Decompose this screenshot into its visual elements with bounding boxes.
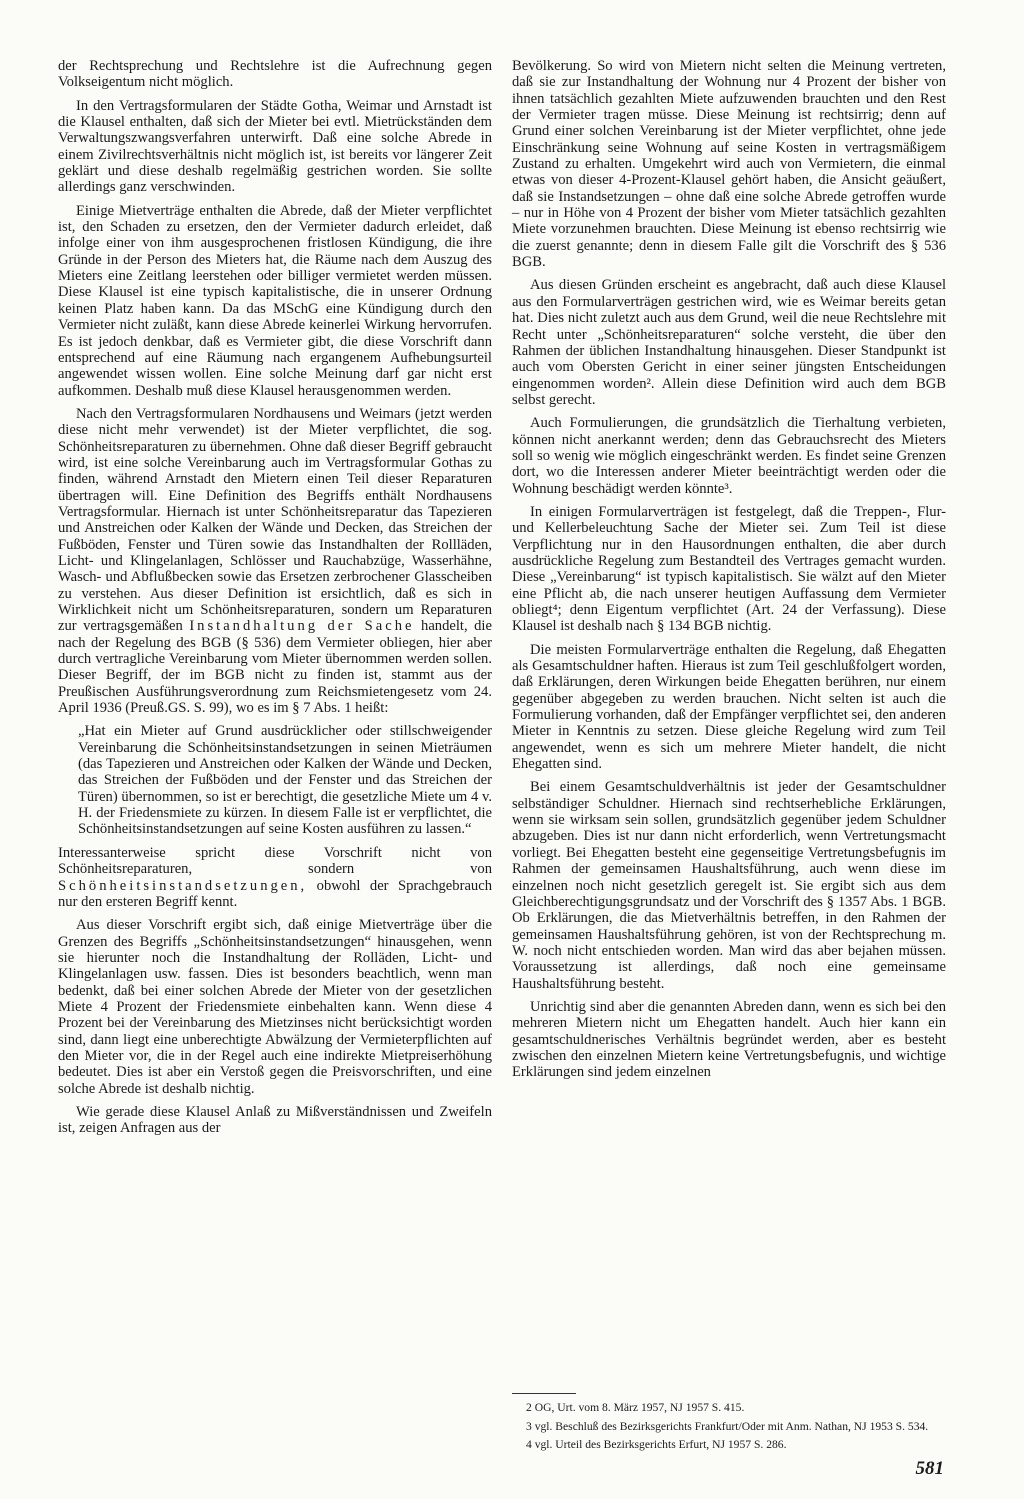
paragraph: Aus diesen Gründen erscheint es angebracht, daß auch diese Klausel aus den Formularverträgen gestrichen wird, wie es Weimar bereits getan hat. Dies nicht zuletzt auch aus dem Grund, weil die neue Rechtslehre mit Recht unter „Schönheitsreparaturen“ solche versteht, die über den Rahmen der üblichen Instandhaltung hinausgehen. Dieser Standpunkt ist auch vom Obersten Gericht in einer seiner jüngsten Entscheidungen eingenommen worden². Allein diese Definition wird auch dem BGB selbst gerecht. xyxy=(512,277,946,408)
paragraph-text: Nach den Vertragsformularen Nordhausens und Weimars (jetzt werden diese nicht mehr verwendet) ist der Mieter verpflichtet, die sog. Schönheitsreparaturen zu übernehmen. Ohne daß dieser Begriff gebraucht wird, ist eine solche Vereinbarung auch im Vertragsformular Gothas zu finden, während Arnstadt den Mietern einen Teil dieser Reparaturen übertragen will. Eine Definition des Begriffs enthält Nordhausens Vertragsformular. Hiernach ist unter Schönheitsreparatur das Tapezieren und Anstreichen oder Kalken der Wände und Decken, das Streichen der Fußböden, Fenster und Türen sowie das Instandhalten der Rollläden, Licht- und Klingelanlagen, Schlösser und Rauchabzüge, Wasserhähne, Wasch- und Abflußbecken sowie das Ersetzen zerbrochener Glasscheiben zu verstehen. Aus dieser Definition ist ersichtlich, daß es sich in Wirklichkeit nicht um Schönheitsreparaturen, sondern um Reparaturen zur vertragsgemäßen xyxy=(58,405,492,635)
spaced-term: Schönheitsinstandsetzungen, xyxy=(58,877,308,894)
paragraph-text: obwohl der Sprachgebrauch nur den ersteren Begriff kennt. xyxy=(58,877,492,910)
paragraph: Einige Mietverträge enthalten die Abrede, daß der Mieter verpflichtet ist, den Schaden zu ersetzen, den der Vermieter dadurch erleidet, daß infolge einer von ihm ausgesprochenen fristlosen Kündigung, die ihre Gründe in der Person des Mieters hat, die Räume nach dem Auszug des Mieters eine Zeitlang leerstehen oder billiger vermietet werden müssen. Diese Klausel ist eine typisch kapitalistische, die in unserer Ordnung keinen Platz haben kann. Da das MSchG eine Kündigung durch den Vermieter nicht zuläßt, kann diese Abrede keinerlei Wirkung hervorrufen. Es ist jedoch denkbar, daß es Vermieter gibt, die diese Vorschrift dann entsprechend auf eine Räumung nach ergangenem Aufhebungsurteil angewendet wissen wollen. Eine solche Meinung darf gar nicht erst aufkommen. Deshalb muß diese Klausel herausgenommen werden. xyxy=(58,202,492,399)
right-column xyxy=(512,58,946,1088)
paragraph: Unrichtig sind aber die genannten Abreden dann, wenn es sich bei den mehreren Mietern nicht um Ehegatten handelt. Auch hier kann ein gesamtschuldnerisches Verhältnis begründet werden, aber es besteht zwischen den einzelnen Mietern keine Vertretungsbefugnis, und wichtige Erklärungen sind jedem einzelnen xyxy=(512,998,946,1081)
paragraph: Wie gerade diese Klausel Anlaß zu Mißverständnissen und Zweifeln ist, zeigen Anfragen aus der xyxy=(58,1103,492,1137)
footnote-divider xyxy=(512,1393,576,1394)
paragraph: Die meisten Formularverträge enthalten die Regelung, daß Ehegatten als Gesamtschuldner haften. Hieraus ist zum Teil geschlußfolgert worden, daß Erklärungen, deren Wirkungen beide Ehegatten berühren, nur einem gegenüber abgegeben zu werden brauchen. Nicht selten ist auch die Formulierung vorhanden, daß der Empfänger verpflichtet sei, den anderen Mieter in Kenntnis zu setzen. Diese gleiche Regelung wird zum Teil angewendet, wenn es sich um mehrere Mieter handelt, die nicht Ehegatten sind. xyxy=(512,641,946,773)
paragraph xyxy=(58,406,492,717)
footnote: 2 OG, Urt. vom 8. März 1957, NJ 1957 S. 415. xyxy=(526,1401,745,1414)
paragraph: Auch Formulierungen, die grundsätzlich die Tierhaltung verbieten, können nicht anerkannt werden; denn das Gebrauchsrecht des Mieters soll so wenig wie möglich eingeschränkt werden. Es findet seine Grenzen dort, wo die Interessen anderer Mieter beeinträchtigt werden oder die Wohnung beschädigt werden könnte³. xyxy=(512,415,946,497)
left-column xyxy=(58,58,492,1144)
paragraph-text: Interessanterweise spricht diese Vorschrift nicht von Schönheitsreparaturen, sondern von xyxy=(58,844,492,878)
paragraph xyxy=(58,845,492,910)
footnote: 4 vgl. Urteil des Bezirksgerichts Erfurt, NJ 1957 S. 286. xyxy=(526,1438,787,1451)
spaced-term: Instandhaltung der Sache xyxy=(189,618,415,635)
paragraph: der Rechtsprechung und Rechtslehre ist die Aufrechnung gegen Volkseigentum nicht möglich. xyxy=(58,58,492,91)
page-number: 581 xyxy=(915,1458,944,1479)
paragraph: In den Vertragsformularen der Städte Gotha, Weimar und Arnstadt ist die Klausel enthalten, daß sich der Mieter bei evtl. Mietrückständen dem Verwaltungszwangsverfahren unterwirft. Daß eine solche Abrede in einem Zivilrechtsverhältnis nicht möglich ist, ist bereits vor längerer Zeit geklärt und diese deshalb regelmäßig gestrichen worden. Sie sollte allerdings ganz verschwinden. xyxy=(58,97,492,196)
paragraph: Bevölkerung. So wird von Mietern nicht selten die Meinung vertreten, daß sie zur Instandhaltung der Wohnung nur 4 Prozent der bisher von ihnen tatsächlich gezahlten Miete aufzuwenden brauchten und den Rest der Vermieter tragen müsse. Diese Meinung ist rechtsirrig; denn auf Grund einer solchen Vereinbarung ist der Mieter verpflichtet, ohne jede Einschränkung seine Wohnung auf seine Kosten in vertragsmäßigem Zustand zu erhalten. Umgekehrt wird auch von Vermietern, die einmal etwas von dieser 4-Prozent-Klausel gehört haben, die Ansicht geäußert, daß sie Instandsetzungen – ohne daß eine solche Abrede getroffen wurde – nur in Höhe von 4 Prozent der bisher vom Mieter tatsächlich gezahlten Miete vorzunehmen brauchten. Diese Meinung ist ebenso rechtsirrig wie die zuerst genannte; denn in diesem Falle gilt die Vorschrift des § 536 BGB. xyxy=(512,58,946,271)
footnote: 3 vgl. Beschluß des Bezirksgerichts Frankfurt/Oder mit Anm. Nathan, NJ 1953 S. 534. xyxy=(526,1419,929,1433)
paragraph: In einigen Formularverträgen ist festgelegt, daß die Treppen-, Flur- und Kellerbeleuchtung Sache der Mieter sei. Zum Teil ist diese Verpflichtung nur in den Hausordnungen enthalten, die aber durch ausdrückliche Regelung zum Bestandteil des Vertrages gemacht wurden. Diese „Vereinbarung“ ist typisch kapitalistisch. Sie wälzt auf den Mieter eine Pflicht ab, die nach unserer heutigen Auffassung dem Vermieter obliegt⁴; denn Eigentum verpflichtet (Art. 24 der Verfassung). Diese Klausel ist deshalb nach § 134 BGB nichtig. xyxy=(512,503,946,635)
paragraph: Aus dieser Vorschrift ergibt sich, daß einige Mietverträge über die Grenzen des Begriffs „Schönheitsinstandsetzungen“ hinausgehen, wenn sie hierunter noch die Instandhaltung der Rolläden, Licht- und Klingelanlagen usw. fassen. Dies ist besonders beachtlich, wenn man bedenkt, daß bei einer solchen Abrede der Mieter von der gesetzlichen Miete 4 Prozent der Friedensmiete einbehalten kann. Wenn diese 4 Prozent bei der Vereinbarung des Mietzinses nicht berücksichtigt worden sind, dann liegt eine unberechtigte Abwälzung der Vermieterpflichten auf den Mieter vor, die in der Regel auch eine indirekte Mietpreiserhöhung bedeutet. Dies ist aber ein Verstoß gegen die Preisvorschriften, und eine solche Abrede ist deshalb nichtig. xyxy=(58,917,492,1097)
quotation: „Hat ein Mieter auf Grund ausdrücklicher oder stillschweigender Vereinbarung die Schönheitsinstandsetzungen in seinen Mieträumen (das Tapezieren und Anstreichen oder Kalken der Wände und Decken, das Streichen der Fußböden und der Fenster und das Streichen der Türen) übernommen, so ist er berechtigt, die gesetzliche Miete um 4 v. H. der Friedensmiete zu kürzen. In diesem Falle ist er verpflichtet, die Schönheitsinstandsetzungen auf seine Kosten ausführen zu lassen.“ xyxy=(78,723,492,838)
paragraph: Bei einem Gesamtschuldverhältnis ist jeder der Gesamtschuldner selbständiger Schuldner. Hiernach sind rechtserhebliche Erklärungen, wenn sie wirksam sein sollen, grundsätzlich gegenüber jedem Schuldner abzugeben. Dies ist nur dann nicht erforderlich, wenn Vertretungsmacht vorliegt. Bei Ehegatten besteht eine gegenseitige Vertretungsbefugnis im Rahmen der gemeinsamen Haushaltsführung, auch wenn diese im einzelnen noch nicht gesetzlich geregelt ist. Sie ergibt sich aus dem Gleichberechtigungsgrundsatz und der Vorschrift des § 1357 Abs. 1 BGB. Ob Erklärungen, die das Mietverhältnis betreffen, in den Rahmen der gemeinsamen Haushaltsführung gehören, ist von der Rechtsprechung m. W. noch nicht entschieden worden. Man wird das aber bejahen müssen. Voraussetzung ist allerdings, daß noch eine gemeinsame Haushaltsführung besteht. xyxy=(512,779,946,992)
footnotes xyxy=(512,1401,946,1457)
paragraph-text: handelt, die nach der Regelung des BGB (§ 536) dem Vermieter obliegen, hier aber durch vertragliche Vereinbarung vom Mieter übernommen werden sollen. Dieser Begriff, der im BGB nicht zu finden ist, stammt aus der Preußischen Ausführungsverordnung zum Reichsmietengesetz vom 24. April 1936 (Preuß.GS. S. 99), wo es im § 7 Abs. 1 heißt: xyxy=(58,618,492,717)
